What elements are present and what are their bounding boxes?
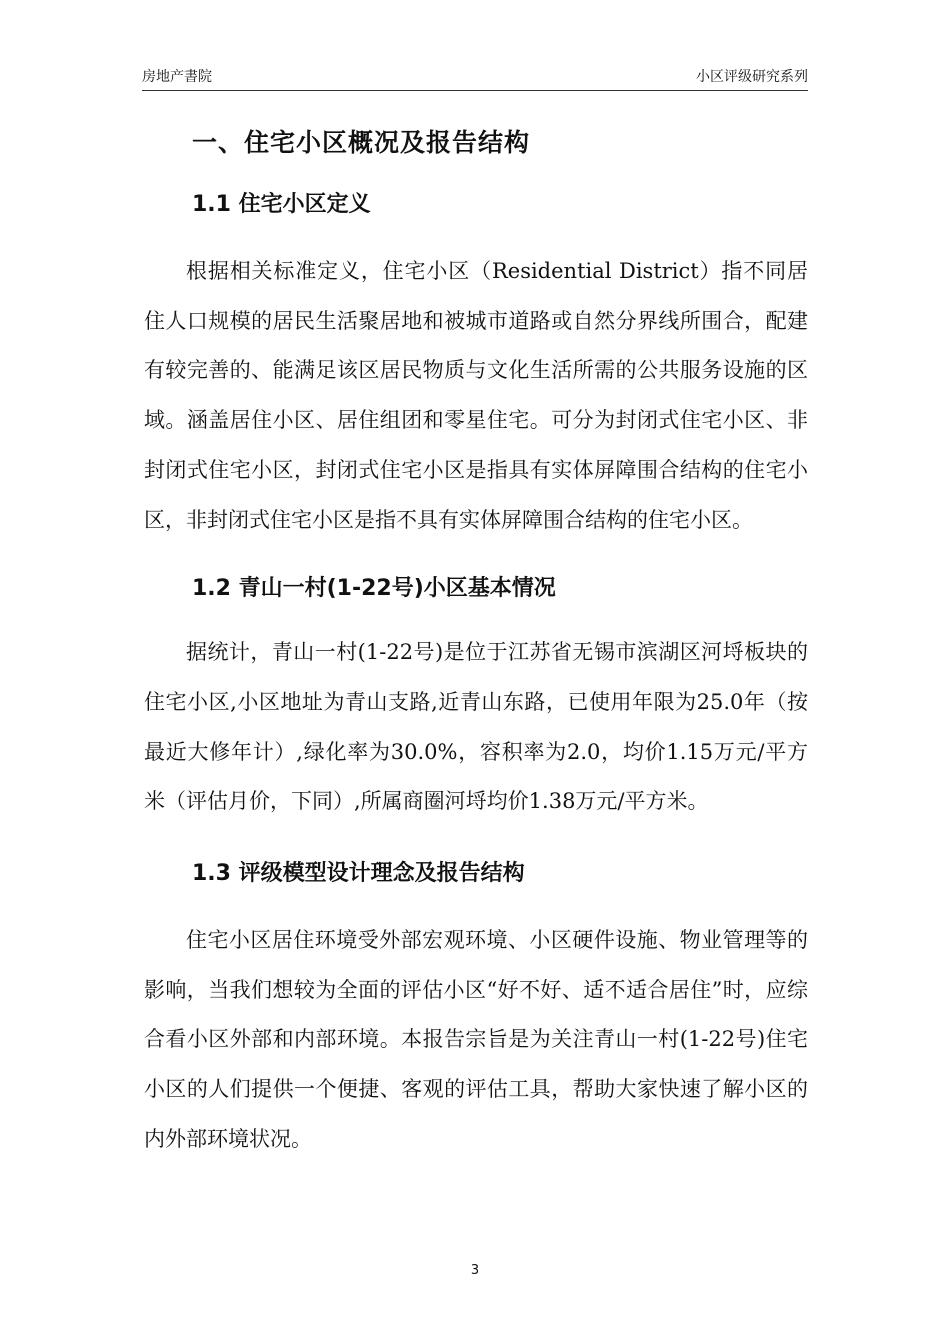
section-paragraph-1-1: 根据相关标准定义，住宅小区（Residential District）指不同居住人口规模的居民生活聚居地和被城市道路或自然分界线所围合，配建有较完善的、能满足该区居民物质与文化生活所需的公共服务设施的区域。涵盖居住小区、居住组团和零星住宅。可分为封闭式住宅小区、非封闭式住宅小区，封闭式住宅小区是指具有实体屏障围合结构的住宅小区，非封闭式住宅小区是指不具有实体屏障围合结构的住宅小区。: [144, 259, 808, 532]
page-header: [142, 64, 808, 91]
section-heading-1-3: 1.3 评级模型设计理念及报告结构: [192, 861, 525, 887]
page-number: 3: [470, 1263, 480, 1278]
header-publisher: 房地产書院: [142, 69, 212, 85]
chapter-title: 一、住宅小区概况及报告结构: [192, 128, 531, 157]
document-body: [144, 105, 808, 1165]
section-paragraph-1-3: 住宅小区居住环境受外部宏观环境、小区硬件设施、物业管理等的影响，当我们想较为全面的评估小区“好不好、适不适合居住”时，应综合看小区外部和内部环境。本报告宗旨是为关注青山一村(1-22号)住宅小区的人们提供一个便捷、客观的评估工具，帮助大家快速了解小区的内外部环境状况。: [144, 928, 808, 1151]
section-heading-1-1: 1.1 住宅小区定义: [192, 192, 371, 217]
section-paragraph-1-2: 据统计，青山一村(1-22号)是位于江苏省无锡市滨湖区河埒板块的住宅小区,小区地址为青山支路,近青山东路，已使用年限为25.0年（按最近大修年计）,绿化率为30.0%，容积率为2.0，均价1.15万元/平方米（评估月价，下同）,所属商圈河埒均价1.38万元/平方米。: [144, 640, 808, 814]
section-heading-1-2: 1.2 青山一村(1-22号)小区基本情况: [192, 576, 556, 602]
header-series: 小区评级研究系列: [696, 69, 808, 85]
